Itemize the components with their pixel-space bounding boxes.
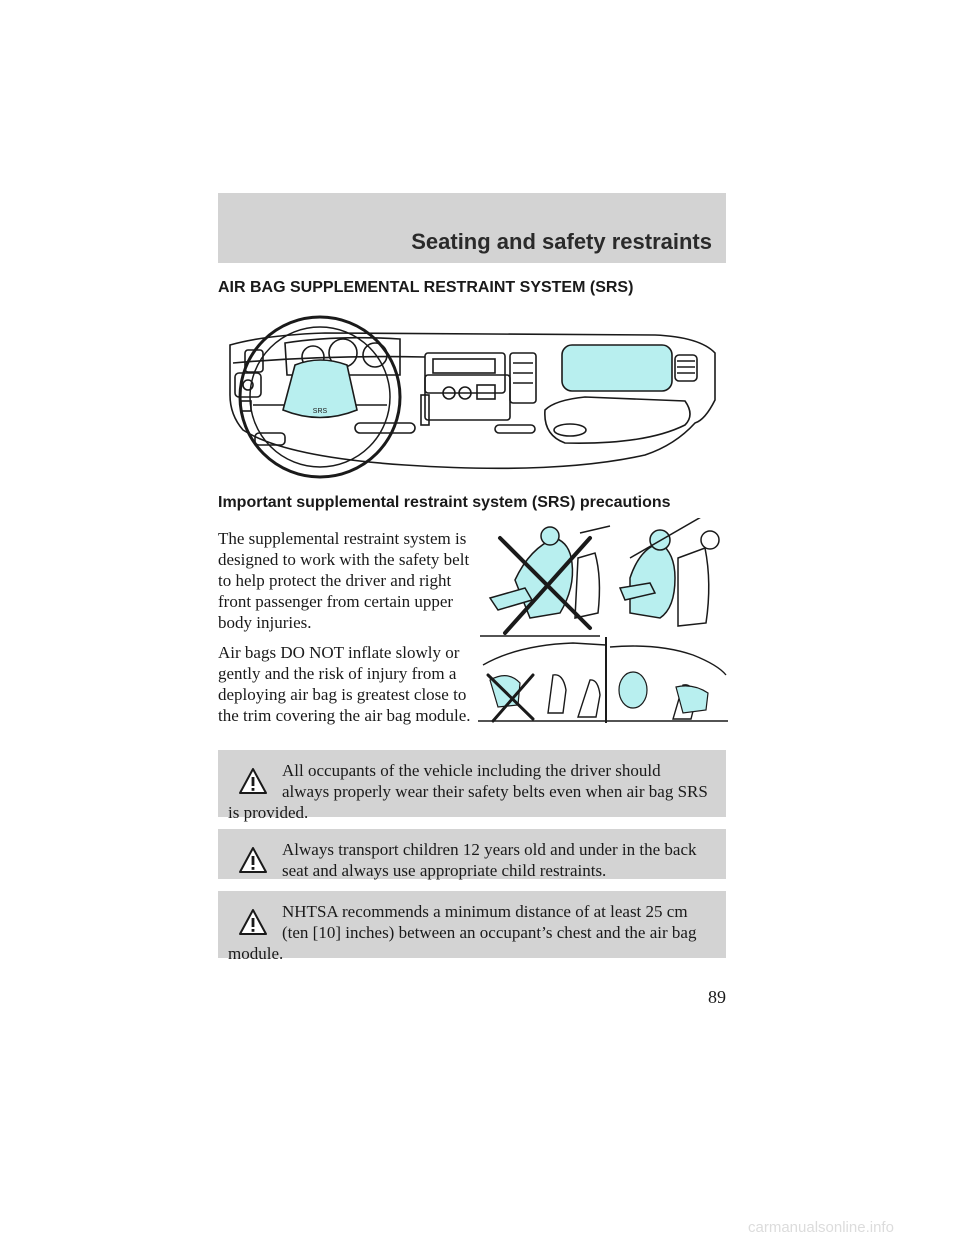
warning-box (218, 891, 726, 963)
srs-badge: SRS (312, 408, 328, 415)
warning-triangle-icon (238, 845, 268, 875)
watermark (748, 1218, 953, 1236)
subsection-title: Important supplemental restraint system (SRS) precautions (218, 494, 671, 511)
body-paragraph: The supplemental restraint system is designed to work with the safety belt to help protect the driver and right front passenger from certain upper body injuries. (218, 529, 470, 632)
body-text (218, 528, 478, 735)
child-seat-position-illustration (478, 635, 728, 725)
body-paragraph: Air bags DO NOT inflate slowly or gently and the risk of injury from a deploying air bag is greatest close to the trim covering the air bag module. (218, 643, 471, 725)
warning-triangle-icon (238, 766, 268, 796)
watermark-text: carmanualsonline.info (748, 1219, 894, 1236)
warning-triangle-icon (238, 907, 268, 937)
warning-box (218, 750, 726, 822)
warning-text: All occupants of the vehicle including the driver should always properly wear their safety belts even when air bag SRS is provided. (228, 761, 708, 822)
occupant-position-illustration (480, 518, 728, 638)
warning-text: NHTSA recommends a minimum distance of at least 25 cm (ten [10] inches) between an occupant’s chest and the air bag module. (228, 902, 697, 963)
page-number: 89 (708, 987, 726, 1007)
warning-text: Always transport children 12 years old and under in the back seat and always use appropriate child restraints. (282, 840, 697, 880)
warning-box (218, 829, 726, 879)
page-header-title: Seating and safety restraints (411, 229, 712, 254)
dashboard-airbag-illustration (225, 305, 725, 485)
section-title: AIR BAG SUPPLEMENTAL RESTRAINT SYSTEM (SRS) (218, 279, 634, 296)
header-band (218, 193, 726, 263)
